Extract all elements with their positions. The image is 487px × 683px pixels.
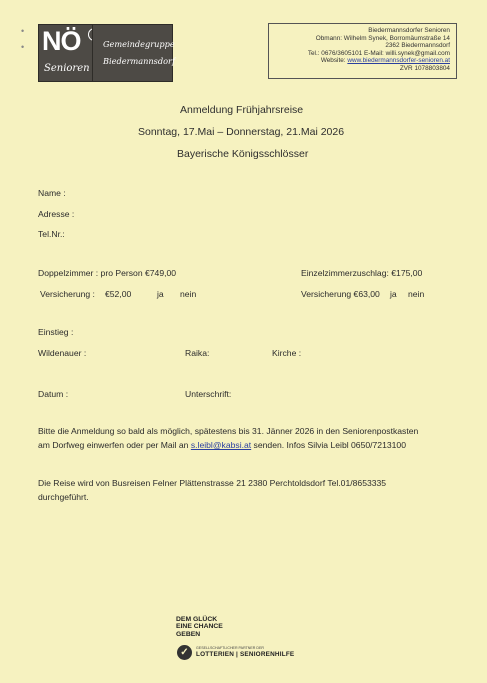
group-line1: Gemeindegruppe: [103, 39, 175, 49]
boarding-label: Einstieg :: [38, 327, 74, 337]
contact-phone-row: [269, 50, 456, 58]
footer-slogan-line3: GEBEN: [176, 630, 201, 638]
contact-website-label: Website:: [320, 57, 348, 65]
notice-line2: [38, 440, 406, 450]
notice-line2-post: senden. Infos Silvia Leibl 0650/7213100: [251, 440, 406, 450]
trip-destination: Bayerische Königsschlösser: [177, 148, 309, 160]
footer-slogan: [176, 616, 223, 638]
contact-city: 2362 Biedermannsdorf: [385, 42, 450, 50]
lotterien-icon: ✓: [177, 645, 192, 660]
insurance-left-no[interactable]: nein: [180, 289, 197, 299]
contact-zvr: ZVR 1078803804: [399, 64, 450, 72]
stop-raika[interactable]: Raika:: [185, 348, 210, 358]
margin-dot: •: [21, 42, 25, 52]
notice-email-link[interactable]: s.leibl@kabsi.at: [190, 440, 252, 450]
phone-label: Tel.Nr.:: [38, 229, 65, 239]
contact-website-row: [269, 57, 456, 65]
insurance-right-yes[interactable]: ja: [390, 289, 397, 299]
insurance-left-label: Versicherung :: [40, 289, 95, 299]
date-label: Datum :: [38, 389, 69, 399]
contact-phone: Tel.: 0676/3605101 E-Mail:: [307, 49, 386, 57]
stop-kirche[interactable]: Kirche :: [272, 348, 302, 358]
logo-subtitle: Senioren: [44, 63, 90, 74]
operator-line1: Die Reise wird von Busreisen Felner Plättenstrasse 21 2380 Perchtoldsdorf Tel.01/8653335: [38, 478, 387, 488]
footer-slogan-line2: EINE CHANCE: [176, 623, 223, 631]
name-label: Name :: [38, 188, 66, 198]
insurance-right-label: Versicherung €63,00: [301, 289, 380, 299]
contact-box: [268, 23, 457, 79]
contact-website-link[interactable]: www.biedermannsdorfer-senioren.at: [347, 57, 450, 65]
footer-partner-note: GESELLSCHAFTLICHER PARTNER DER: [196, 646, 264, 650]
group-line2: Biedermannsdorf: [103, 56, 175, 66]
insurance-left-yes[interactable]: ja: [157, 289, 164, 299]
signature-label: Unterschrift:: [185, 389, 232, 399]
logo-brand: NÖ: [42, 26, 81, 56]
form-title: Anmeldung Frühjahrsreise: [180, 104, 304, 116]
address-label: Adresse :: [38, 209, 75, 219]
double-room-price: Doppelzimmer : pro Person €749,00: [38, 268, 177, 278]
contact-org: Biedermannsdorfer Senioren: [368, 27, 450, 34]
contact-email[interactable]: willi.synek@gmail.com: [385, 49, 450, 57]
insurance-right-no[interactable]: nein: [408, 289, 425, 299]
trip-dates: Sonntag, 17.Mai – Donnerstag, 21.Mai 2026: [138, 126, 345, 138]
notice-line2-pre: am Dorfweg einwerfen oder per Mail an: [38, 440, 191, 450]
notice-line1: Bitte die Anmeldung so bald als möglich, spätestens bis 31. Jänner 2026 in den Seniorenpostkasten: [38, 426, 419, 436]
operator-line2: durchgeführt.: [38, 492, 89, 502]
group-name-box: [92, 24, 173, 82]
stop-wildenauer[interactable]: Wildenauer :: [38, 348, 87, 358]
single-supplement: Einzelzimmerzuschlag: €175,00: [301, 268, 423, 278]
footer-lotterien: LOTTERIEN | SENIORENHILFE: [196, 651, 295, 658]
footer-slogan-line1: DEM GLÜCK: [176, 616, 218, 623]
contact-obmann: Obmann: Wilhelm Synek, Borromäumstraße 14: [315, 34, 450, 42]
insurance-left-price: €52,00: [105, 289, 132, 299]
margin-dot: •: [21, 26, 25, 36]
